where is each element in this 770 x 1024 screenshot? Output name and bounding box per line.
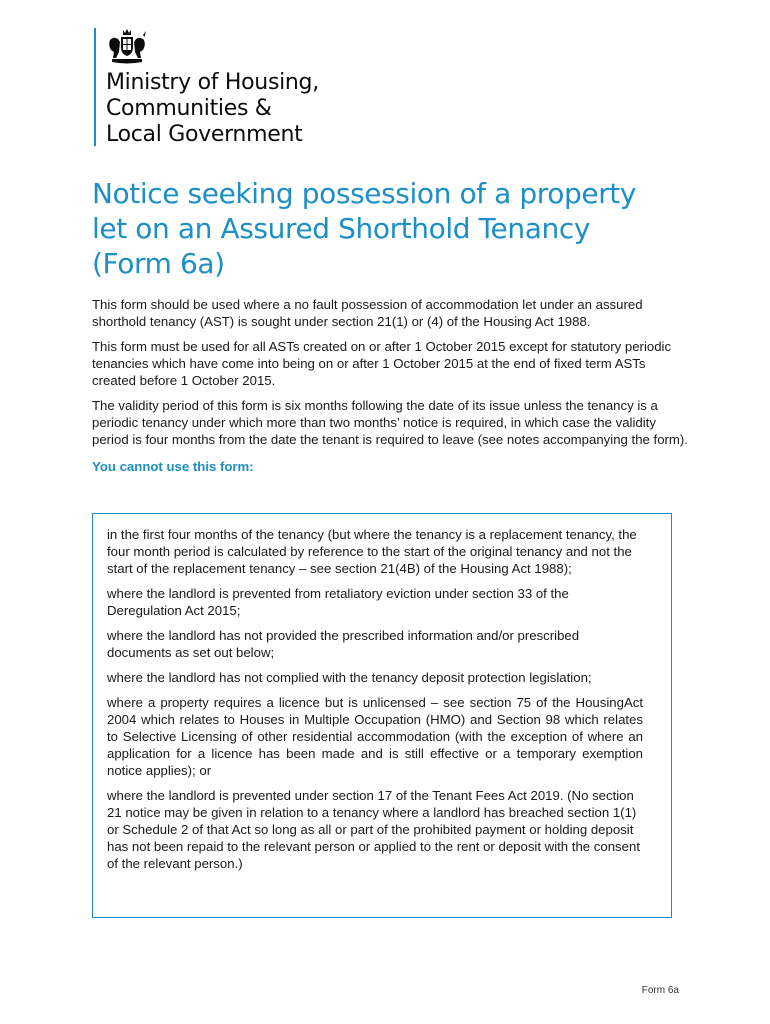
cannot-use-heading: You cannot use this form: — [92, 459, 254, 474]
royal-coat-of-arms-icon — [106, 28, 148, 66]
intro-paragraph: This form must be used for all ASTs created on or after 1 October 2015 except for statutory periodic tenancies which have come into being on or after 1 October 2015 at the end of fixed term ASTs created before 1 October 2015. — [92, 339, 672, 388]
intro-paragraph: The validity period of this form is six months following the date of its issue unless the tenancy is a periodic tenancy under which more than two months’ notice is required, in which case the validity period is four months from the date the tenant is required to leave (see notes accompanying the form). — [92, 398, 688, 447]
intro-paragraph: This form should be used where a no fault possession of accommodation let under an assured shorthold tenancy (AST) is sought under section 21(1) or (4) of the Housing Act 1988. — [92, 297, 643, 329]
intro-section — [92, 296, 692, 483]
page-title-line-3: (Form 6a) — [92, 247, 225, 280]
restrictions-box — [92, 513, 672, 918]
department-logo — [94, 28, 319, 147]
restriction-item: where a property requires a licence but is unlicensed – see section 75 of the HousingAct 2004 which relates to Houses in Multiple Occupation (HMO) and Section 98 which relates to Selective Licensing of other residential accommodation (with the exception of where an application for a licence has been made and is still effective or a temporary exemption notice applies); or — [107, 695, 643, 778]
restriction-item: in the first four months of the tenancy (but where the tenancy is a replacement tenancy, the four month period is calculated by reference to the start of the original tenancy and not the start of the replacement tenancy – see section 21(4B) of the Housing Act 1988); — [107, 527, 637, 576]
organisation-name — [106, 70, 406, 148]
organisation-name-line-2: Communities & — [106, 96, 272, 121]
restriction-item: where the landlord is prevented under section 17 of the Tenant Fees Act 2019. (No section 21 notice may be given in relation to a tenancy where a landlord has breached section 1(1) or Schedule 2 of that Act so long as all or part of the prohibited payment or holding deposit has not been repaid to the relevant person or applied to the rent or deposit with the consent of the relevant person.) — [107, 788, 640, 871]
restriction-item: where the landlord has not complied with the tenancy deposit protection legislation; — [107, 670, 592, 685]
restriction-item: where the landlord has not provided the prescribed information and/or prescribed documents as set out below; — [107, 628, 580, 660]
organisation-name-line-3: Local Government — [106, 122, 303, 147]
page-title — [92, 176, 692, 281]
organisation-name-line-1: Ministry of Housing, — [106, 70, 319, 95]
form-label-footer: Form 6a — [641, 985, 679, 996]
page-title-line-1: Notice seeking possession of a property — [92, 177, 637, 210]
restriction-item: where the landlord is prevented from retaliatory eviction under section 33 of the Deregulation Act 2015; — [107, 586, 569, 618]
page-title-line-2: let on an Assured Shorthold Tenancy — [92, 212, 590, 245]
